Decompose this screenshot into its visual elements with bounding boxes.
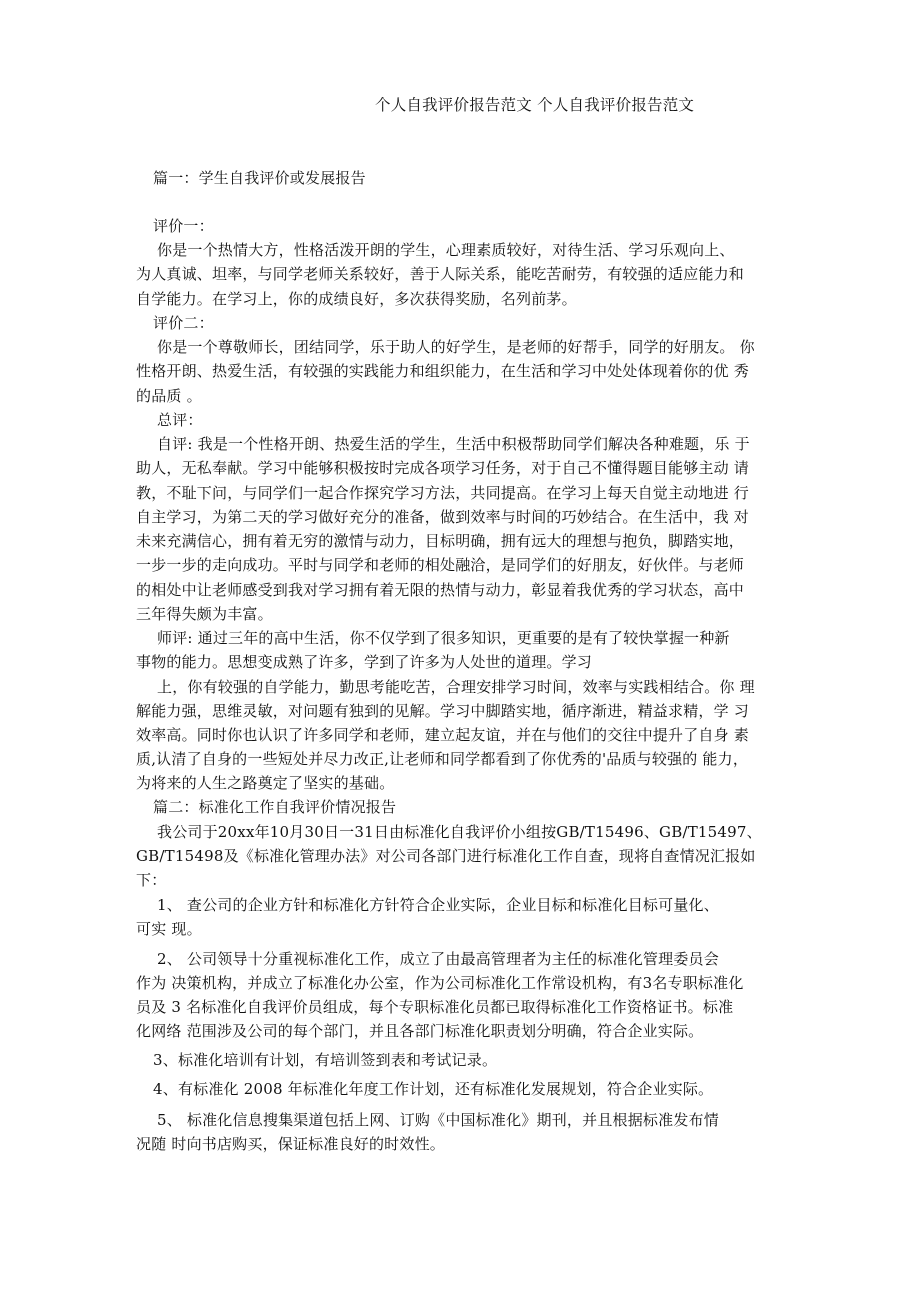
paragraph-line: 解能力强，思维灵敏，对问题有独到的见解。学习中脚踏实地，循序渐进，精益求精，学 习 <box>136 702 749 720</box>
list-item-line: 5、 标准化信息搜集渠道包括上网、订购《中国标准化》期刊，并且根据标准发布情 <box>157 1111 719 1129</box>
paragraph-line: 自学能力。在学习上，你的成绩良好，多次获得奖励，名列前茅。 <box>136 290 577 308</box>
list-item-line: 况随 时向书店购买，保证标准良好的时效性。 <box>136 1135 445 1153</box>
paragraph-line: 事物的能力。思想变成熟了许多，学到了许多为人处世的道理。学习 <box>136 653 593 671</box>
paragraph-line: 上，你有较强的自学能力，勤思考能吃苦，合理安排学习时间，效率与实践相结合。你 理 <box>157 678 755 696</box>
list-item-line: 3、标准化培训有计划，有培训签到表和考试记录。 <box>153 1051 498 1069</box>
document-title: 个人自我评价报告范文 个人自我评价报告范文 <box>375 96 695 114</box>
subheading: 评价二： <box>153 314 214 332</box>
paragraph-line: 三年得失颇为丰富。 <box>136 605 273 623</box>
list-item-line: 作为 决策机构，并成立了标准化办公室，作为公司标准化工作常设机构，有3名专职标准化 <box>136 974 744 992</box>
subheading: 总评： <box>157 411 203 429</box>
paragraph-line: 师评: 通过三年的高中生活，你不仅学到了很多知识，更重要的是有了较快掌握一种新 <box>157 629 730 647</box>
list-item-line: 4、有标准化 2008 年标准化年度工作计划，还有标准化发展规划，符合企业实际。 <box>153 1080 714 1098</box>
paragraph-line: 效率高。同时你也认识了许多同学和老师，建立起友谊，并在与他们的交往中提升了自身 素 <box>136 726 749 744</box>
paragraph-line: 自主学习，为第二天的学习做好充分的准备，做到效率与时间的巧妙结合。在生活中，我 对 <box>136 508 749 526</box>
paragraph-line: 为人真诚、坦率，与同学老师关系较好，善于人际关系，能吃苦耐劳，有较强的适应能力和 <box>136 265 745 283</box>
paragraph-line: 你是一个热情大方，性格活泼开朗的学生，心理素质较好，对待生活、学习乐观向上、 <box>157 241 735 259</box>
list-item-line: 员及 3 名标准化自我评价员组成，每个专职标准化员都已取得标准化工作资格证书。标准 <box>136 998 734 1016</box>
paragraph-line: 的相处中让老师感受到我对学习拥有着无限的热情与动力，彰显着我优秀的学习状态，高中 <box>136 581 745 599</box>
paragraph-line: 未来充满信心，拥有着无穷的激情与动力，目标明确，拥有远大的理想与抱负，脚踏实地， <box>136 532 745 550</box>
section-heading: 篇一：学生自我评价或发展报告 <box>153 169 366 187</box>
list-item-line: 可实 现。 <box>136 920 202 938</box>
list-item-line: 2、 公司领导十分重视标准化工作，成立了由最高管理者为主任的标准化管理委员会 <box>157 950 719 968</box>
list-item-line: 1、 查公司的企业方针和标准化方针符合企业实际，企业目标和标准化目标可量化、 <box>157 896 719 914</box>
paragraph-line: 质,认清了自身的一些短处并尽力改正,让老师和同学都看到了你优秀的'品质与较强的 能力， <box>136 750 749 768</box>
paragraph-line: 一步一步的走向成功。平时与同学和老师的相处融洽，是同学们的好朋友，好伙伴。与老师 <box>136 556 745 574</box>
paragraph-line: 性格开朗、热爱生活，有较强的实践能力和组织能力，在生活和学习中处处体现着你的优 秀 <box>136 362 749 380</box>
paragraph-line: 自评: 我是一个性格开朗、热爱生活的学生，生活中积极帮助同学们解决各种难题，乐 于 <box>157 435 750 453</box>
paragraph-line: 的品质 。 <box>136 387 202 405</box>
paragraph-line: 助人，无私奉献。学习中能够积极按时完成各项学习任务，对于自己不懂得题目能够主动 请 <box>136 459 749 477</box>
paragraph-line: GB/T15498及《标准化管理办法》对公司各部门进行标准化工作自查，现将自查情况汇报如 <box>136 847 756 865</box>
section-heading: 篇二：标准化工作自我评价情况报告 <box>153 798 397 816</box>
paragraph-line: 我公司于20xx年10月30日一31日由标准化自我评价小组按GB/T15496、GB/T15497、 <box>157 823 762 841</box>
subheading: 评价一： <box>153 217 214 235</box>
paragraph-line: 下： <box>136 871 167 889</box>
paragraph-line: 教，不耻下问，与同学们一起合作探究学习方法，共同提高。在学习上每天自觉主动地进 行 <box>136 484 749 502</box>
paragraph-line: 为将来的人生之路奠定了坚实的基础。 <box>136 774 395 792</box>
paragraph-line: 你是一个尊敬师长，团结同学，乐于助人的好学生，是老师的好帮手，同学的好朋友。 你 <box>157 338 755 356</box>
list-item-line: 化网络 范围涉及公司的每个部门，并且各部门标准化职责划分明确，符合企业实际。 <box>136 1022 704 1040</box>
